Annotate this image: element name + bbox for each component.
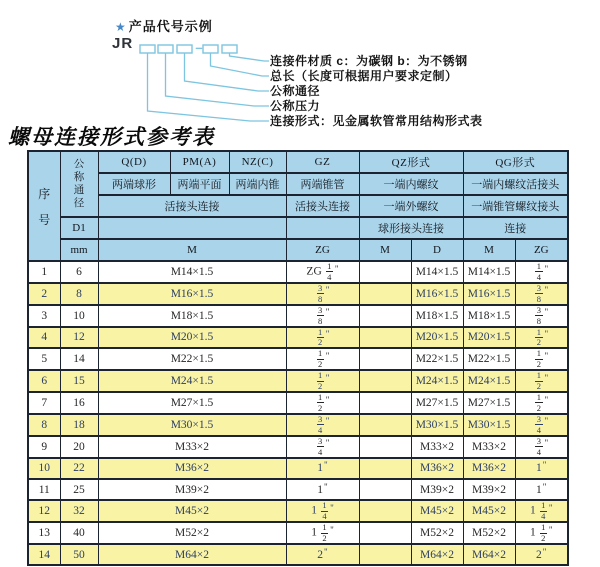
code-placeholder-box — [158, 45, 173, 53]
table-row — [28, 458, 568, 479]
cell-no: 8 — [28, 414, 60, 436]
cell-m: M64×2 — [98, 544, 286, 565]
header-conn-qpn: 活接头连接 — [98, 195, 286, 217]
cell-m: M22×1.5 — [98, 348, 286, 370]
cell-dn: 12 — [60, 327, 98, 349]
header-sub-q: 两端球形 — [98, 173, 170, 195]
cell-m: M20×1.5 — [98, 327, 286, 349]
cell-qg-m: M52×2 — [463, 522, 515, 544]
cell-qg-zg: $\frac{1}{4}$ " — [515, 261, 568, 283]
cell-qz-d: M14×1.5 — [411, 261, 463, 283]
table-row — [28, 283, 568, 305]
header-unit-qz-d: D — [411, 239, 463, 261]
connector-line — [230, 53, 270, 61]
cell-no: 10 — [28, 458, 60, 479]
cell-qz-d: M24×1.5 — [411, 370, 463, 392]
cell-qz-m — [359, 305, 411, 327]
header-sub-qg1: 一端内螺纹活接头 — [463, 173, 568, 195]
cell-qz-m — [359, 522, 411, 544]
cell-gz: $\frac{1}{2}$ " — [286, 348, 359, 370]
cell-qg-zg: $\frac{3}{4}$ " — [515, 436, 568, 458]
cell-qg-zg: $\frac{3}{4}$ " — [515, 414, 568, 436]
cell-qz-d: M64×2 — [411, 544, 463, 565]
cell-qg-m: M16×1.5 — [463, 283, 515, 305]
cell-gz: 2" — [286, 544, 359, 565]
cell-m: M33×2 — [98, 436, 286, 458]
cell-m: M52×2 — [98, 522, 286, 544]
cell-qz-d: M36×2 — [411, 458, 463, 479]
code-placeholder-box — [140, 45, 155, 53]
header-unit-qz-m: M — [359, 239, 411, 261]
cell-m: M24×1.5 — [98, 370, 286, 392]
cell-qg-zg: $\frac{1}{2}$ " — [515, 348, 568, 370]
header-sub-qg2: 一端锥管螺纹接头 — [463, 195, 568, 217]
cell-qg-zg: $\frac{3}{8}$ " — [515, 305, 568, 327]
product-code-prefix: JR — [112, 35, 134, 52]
cell-m: M16×1.5 — [98, 283, 286, 305]
header-sub-qz2: 一端外螺纹 — [359, 195, 463, 217]
cell-qz-m — [359, 500, 411, 522]
diagram-label-material: 连接件材质 c：为碳钢 b：为不锈钢 — [270, 53, 468, 68]
cell-qg-m: M39×2 — [463, 479, 515, 500]
cell-gz: $\frac{1}{2}$ " — [286, 370, 359, 392]
header-dn: 公 称 通 径 — [60, 151, 98, 217]
cell-dn: 50 — [60, 544, 98, 565]
star-icon: ★ — [115, 20, 127, 34]
cell-qz-m — [359, 544, 411, 565]
cell-qg-zg: $\frac{1}{2}$ " — [515, 370, 568, 392]
cell-qz-m — [359, 479, 411, 500]
cell-no: 9 — [28, 436, 60, 458]
table-row — [28, 392, 568, 414]
cell-qz-m — [359, 327, 411, 349]
diagram-label-length: 总长（长度可根据用户要求定制） — [270, 68, 458, 83]
cell-qz-d: M52×2 — [411, 522, 463, 544]
cell-gz: 1" — [286, 458, 359, 479]
header-mm: mm — [60, 239, 98, 261]
cell-qg-m: M27×1.5 — [463, 392, 515, 414]
cell-no: 3 — [28, 305, 60, 327]
cell-qz-d: M39×2 — [411, 479, 463, 500]
cell-no: 14 — [28, 544, 60, 565]
cell-no: 2 — [28, 283, 60, 305]
cell-gz: $\frac{3}{8}$ " — [286, 305, 359, 327]
table-row — [28, 348, 568, 370]
cell-qz-m — [359, 436, 411, 458]
cell-qg-m: M33×2 — [463, 436, 515, 458]
cell-qz-m — [359, 261, 411, 283]
cell-gz: $\frac{3}{4}$ " — [286, 414, 359, 436]
cell-m: M27×1.5 — [98, 392, 286, 414]
header-col-gz: GZ — [286, 151, 359, 173]
cell-qz-d: M20×1.5 — [411, 327, 463, 349]
cell-qz-d: M18×1.5 — [411, 305, 463, 327]
cell-qg-zg: 1 $\frac{1}{4}$ " — [515, 500, 568, 522]
cell-m: M36×2 — [98, 458, 286, 479]
cell-qz-m — [359, 348, 411, 370]
cell-qg-m: M30×1.5 — [463, 414, 515, 436]
header-col-qg: QG形式 — [463, 151, 568, 173]
cell-no: 11 — [28, 479, 60, 500]
cell-qg-zg: 1 $\frac{1}{2}$ " — [515, 522, 568, 544]
table-row — [28, 500, 568, 522]
cell-qg-m: M64×2 — [463, 544, 515, 565]
cell-no: 13 — [28, 522, 60, 544]
cell-gz: $\frac{3}{4}$ " — [286, 436, 359, 458]
cell-qz-m — [359, 458, 411, 479]
cell-qz-d: M30×1.5 — [411, 414, 463, 436]
cell-qz-d: M27×1.5 — [411, 392, 463, 414]
cell-m: M18×1.5 — [98, 305, 286, 327]
cell-no: 1 — [28, 261, 60, 283]
cell-no: 4 — [28, 327, 60, 349]
table-row — [28, 544, 568, 565]
table-row — [28, 414, 568, 436]
cell-gz: $\frac{1}{2}$ " — [286, 327, 359, 349]
cell-qg-m: M24×1.5 — [463, 370, 515, 392]
header-sub-nz: 两端内锥 — [229, 173, 286, 195]
diagram-label-connection: 连接形式：见金属软管常用结构形式表 — [270, 113, 483, 128]
cell-m: M39×2 — [98, 479, 286, 500]
connector-line — [211, 53, 270, 76]
cell-qz-m — [359, 370, 411, 392]
header-conn-qg: 连接 — [463, 217, 568, 239]
heading-text: 产品代号示例 — [128, 19, 213, 34]
cell-dn: 6 — [60, 261, 98, 283]
table-row — [28, 261, 568, 283]
cell-qg-m: M18×1.5 — [463, 305, 515, 327]
cell-no: 5 — [28, 348, 60, 370]
header-seq: 序 号 — [28, 151, 60, 261]
cell-qz-d: M22×1.5 — [411, 348, 463, 370]
connector-line — [185, 53, 270, 91]
cell-dn: 40 — [60, 522, 98, 544]
cell-dn: 20 — [60, 436, 98, 458]
cell-gz: ZG $\frac{1}{4}$ " — [286, 261, 359, 283]
header-conn-gz: 活接头连接 — [286, 195, 359, 217]
cell-gz: 1 $\frac{1}{2}$ " — [286, 522, 359, 544]
cell-dn: 14 — [60, 348, 98, 370]
header-blank — [98, 217, 286, 239]
table-row — [28, 436, 568, 458]
cell-qg-m: M45×2 — [463, 500, 515, 522]
header-sub-gz: 两端锥管 — [286, 173, 359, 195]
cell-no: 6 — [28, 370, 60, 392]
connector-line — [166, 53, 270, 106]
code-placeholder-box — [177, 45, 192, 53]
header-d1: D1 — [60, 217, 98, 239]
header-unit-gz: ZG — [286, 239, 359, 261]
table-row — [28, 305, 568, 327]
cell-m: M45×2 — [98, 500, 286, 522]
header-sub-qz1: 一端内螺纹 — [359, 173, 463, 195]
code-placeholder-box — [203, 45, 218, 53]
header-col-pm: PM(A) — [170, 151, 229, 173]
table-row — [28, 370, 568, 392]
cell-no: 12 — [28, 500, 60, 522]
cell-qz-m — [359, 414, 411, 436]
cell-no: 7 — [28, 392, 60, 414]
cell-qg-zg: $\frac{1}{2}$ " — [515, 392, 568, 414]
cell-qg-zg: 2" — [515, 544, 568, 565]
cell-gz: 1" — [286, 479, 359, 500]
cell-qg-zg: 1" — [515, 479, 568, 500]
cell-dn: 22 — [60, 458, 98, 479]
cell-qg-zg: $\frac{1}{2}$ " — [515, 327, 568, 349]
code-dash: – — [195, 40, 203, 55]
cell-dn: 18 — [60, 414, 98, 436]
cell-qg-m: M20×1.5 — [463, 327, 515, 349]
cell-dn: 25 — [60, 479, 98, 500]
cell-qz-d: M45×2 — [411, 500, 463, 522]
product-code-example-heading — [115, 16, 213, 35]
header-blank — [286, 217, 359, 239]
cell-m: M30×1.5 — [98, 414, 286, 436]
cell-gz: 1 $\frac{1}{4}$ " — [286, 500, 359, 522]
cell-dn: 10 — [60, 305, 98, 327]
header-unit-m: M — [98, 239, 286, 261]
cell-dn: 8 — [60, 283, 98, 305]
header-col-qz: QZ形式 — [359, 151, 463, 173]
cell-m: M14×1.5 — [98, 261, 286, 283]
cell-qz-m — [359, 392, 411, 414]
cell-qz-m — [359, 283, 411, 305]
table-row — [28, 522, 568, 544]
header-unit-qg-m: M — [463, 239, 515, 261]
diagram-label-dn: 公称通径 — [270, 83, 321, 98]
table-row — [28, 327, 568, 349]
nut-connection-reference-table — [27, 150, 569, 566]
cell-qz-d: M16×1.5 — [411, 283, 463, 305]
table-title: 螺母连接形式参考表 — [8, 125, 215, 149]
cell-dn: 16 — [60, 392, 98, 414]
cell-qg-m: M22×1.5 — [463, 348, 515, 370]
cell-gz: $\frac{3}{8}$ " — [286, 283, 359, 305]
table-row — [28, 479, 568, 500]
header-conn-qz: 球形接头连接 — [359, 217, 463, 239]
diagram-label-pressure: 公称压力 — [270, 98, 321, 113]
cell-qz-d: M33×2 — [411, 436, 463, 458]
header-unit-qg-zg: ZG — [515, 239, 568, 261]
cell-gz: $\frac{1}{2}$ " — [286, 392, 359, 414]
cell-dn: 15 — [60, 370, 98, 392]
cell-qg-zg: 1" — [515, 458, 568, 479]
cell-qg-m: M14×1.5 — [463, 261, 515, 283]
header-col-q: Q(D) — [98, 151, 170, 173]
cell-qg-m: M36×2 — [463, 458, 515, 479]
code-placeholder-box — [222, 45, 237, 53]
cell-qg-zg: $\frac{3}{8}$ " — [515, 283, 568, 305]
header-sub-pm: 两端平面 — [170, 173, 229, 195]
header-col-nz: NZ(C) — [229, 151, 286, 173]
cell-dn: 32 — [60, 500, 98, 522]
